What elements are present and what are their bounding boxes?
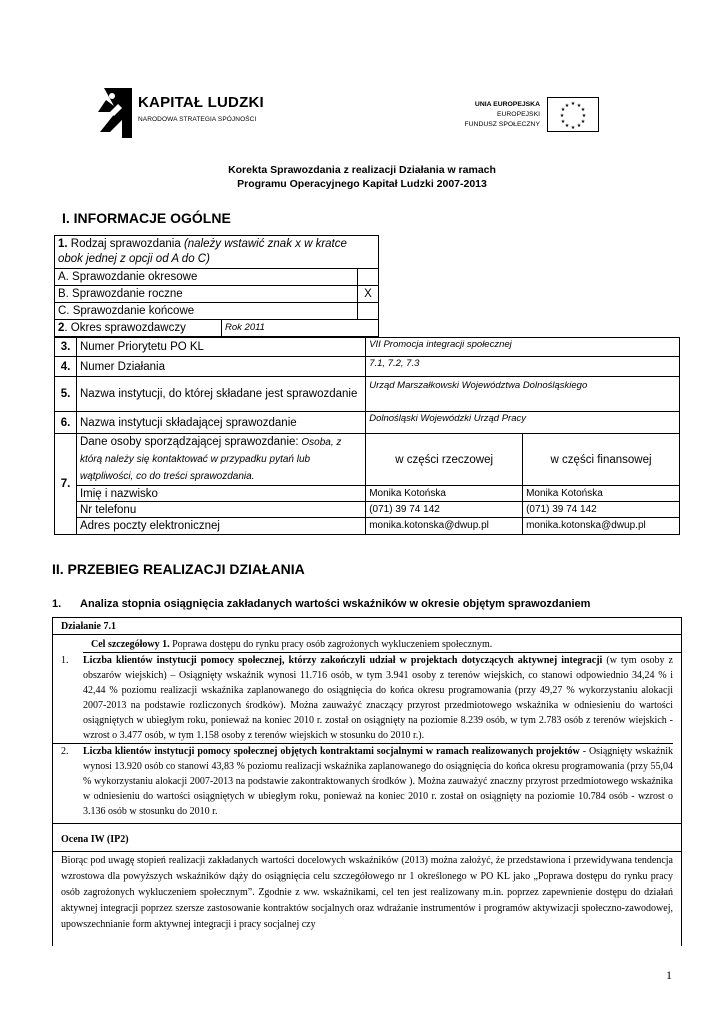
svg-text:★: ★ (576, 123, 582, 129)
measure-label: Numer Działania (76, 357, 365, 377)
name-value-financial: Monika Kotońska (523, 486, 680, 502)
option-b-label: B. Sprawozdanie roczne (55, 286, 358, 303)
general-info-table (54, 337, 680, 535)
option-c-label: C. Sprawozdanie końcowe (55, 303, 358, 320)
priority-value: VII Promocja integracji społecznej (366, 338, 680, 357)
eu-flag-icon (547, 97, 599, 132)
substantive-part-header: w części rzeczowej (366, 434, 523, 486)
phone-label: Nr telefonu (76, 502, 365, 518)
svg-text:★: ★ (560, 119, 566, 125)
svg-text:★: ★ (581, 113, 587, 119)
report-type-table (54, 235, 379, 337)
option-c-checkbox[interactable] (358, 303, 379, 320)
svg-text:★: ★ (570, 101, 576, 107)
svg-text:★: ★ (559, 113, 565, 119)
email-value-financial[interactable]: monika.kotonska@dwup.pl (523, 518, 680, 535)
phone-value-financial: (071) 39 74 142 (523, 502, 680, 518)
svg-text:★: ★ (580, 107, 586, 113)
document-title: Korekta Sprawozdania z realizacji Działania w ramach Programu Operacyjnego Kapitał Ludzki 2007-2013 (228, 164, 496, 190)
page-number: 1 (666, 968, 672, 982)
list-item: 2. Liczba klientów instytucji pomocy społecznej objętych kontraktami socjalnymi w ramach realizowanych projektów - Osiągnięty wskaźnik wynosi 13.920 osób co stanowi 43,83 % poziomu realizacji wskaźnika zaplanowanego do osiągnięcia do końca okresu programowania (przy 55,04 % wykorzystaniu alokacji 2007-2013 na podstawie zakontraktowanych środków ). Można zauważyć znaczny przyrost przedmiotowego wskaźnika w odniesieniu do wartości osiągniętych w ubiegłym roku, ponieważ na koniec 2010 r. został on osiągnięty na poziomie 10.784 osób - wzrost o 3.136 osób w stosunku do 2010 r. (53, 743, 673, 819)
option-b-checkbox[interactable]: X (358, 286, 379, 303)
section-heading-1: I. INFORMACJE OGÓLNE (62, 210, 231, 226)
assessment-heading: Ocena IW (IP2) (61, 834, 129, 845)
period-label: 2. Okres sprawozdawczy (55, 320, 222, 337)
svg-text:★: ★ (580, 119, 586, 125)
report-type-question: 1. Rodzaj sprawozdania (należy wstawić znak x w kratce obok jednej z opcji od A do C) (55, 236, 379, 269)
row-number: 5. (55, 377, 77, 412)
submitting-institution-label: Nazwa instytucji składającej sprawozdanie (76, 412, 365, 434)
svg-text:★: ★ (576, 103, 582, 109)
phone-value-substantive: (071) 39 74 142 (366, 502, 523, 518)
period-value: Rok 2011 (222, 320, 379, 337)
section-heading-2: II. PRZEBIEG REALIZACJI DZIAŁANIA (52, 561, 305, 577)
recipient-institution-label: Nazwa instytucji, do której składane jest sprawozdanie (76, 377, 365, 412)
email-label: Adres poczty elektronicznej (76, 518, 365, 535)
analysis-box (52, 617, 682, 946)
submitting-institution-value: Dolnośląski Wojewódzki Urząd Pracy (366, 412, 680, 434)
contact-person-label: Dane osoby sporządzającej sprawozdanie: Osoba, z którą należy się kontaktować w przypadku pytań lub wątpliwości, co do treści sprawozdania. (76, 434, 365, 486)
row-number: 7. (55, 434, 77, 535)
row-number: 4. (55, 357, 77, 377)
subsection-heading: 1. Analiza stopnia osiągnięcia zakładanych wartości wskaźników w okresie objętym sprawozdaniem (52, 598, 591, 610)
priority-label: Numer Priorytetu PO KL (76, 338, 365, 357)
assessment-text: Biorąc pod uwagę stopień realizacji zakładanych wartości docelowych wskaźników (2013) można założyć, że przedstawiona i przewidywana tendencja wzrostowa dla powyższych wskaźników dąży do osiągnięcia celu szczegółowego nr 1 określonego w PO KL jako „Poprawa dostępu do rynku pracy osób zagrożonych wykluczeniem społecznym”. Zgodnie z ww. wskaźnikami, cel ten jest realizowany m.in. poprzez zapewnienie dostępu do działań aktywnej integracji poprzez szersze zastosowanie kontraktów socjalnych oraz wdrażanie instrumentów i programów aktywizacji społeczno-zawodowej, upowszechnianie form aktywnej integracji i pracy socjalnej czy (61, 855, 673, 930)
recipient-institution-value: Urząd Marszałkowski Województwa Dolnośląskiego (366, 377, 680, 412)
indicator-list (53, 653, 681, 819)
email-value-substantive[interactable]: monika.kotonska@dwup.pl (366, 518, 523, 535)
list-item: 1. Liczba klientów instytucji pomocy społecznej, którzy zakończyli udział w projektach dotyczących aktywnej integracji (w tym osoby z obszarów wiejskich) – Osiągnięty wskaźnik wynosi 11.716 osób, w tym 3.941 osoby z terenów wiejskich, co stanowi odpowiednio 34,24 % i 42,44 % poziomu realizacji wskaźnika zaplanowanego do osiągnięcia do końca okresu programowania (przy 49,27 % wykorzystaniu alokacji 2007-2013 na podstawie rozliczonych środków). Można zauważyć znaczący przyrost przedmiotowego wskaźnika w odniesieniu do wartości osiągniętych w ubiegłym roku, ponieważ na koniec 2010 r. został on osiągnięty na poziomie 8.239 osób, w tym 2.783 osób z terenów wiejskich - wzrost o 3.477 osób, w tym 1.158 osoby z terenów wiejskich w stosunku do 2010 r.). (61, 655, 673, 741)
measure-heading: Działanie 7.1 (61, 621, 116, 632)
measure-value: 7.1, 7.2, 7.3 (366, 357, 680, 377)
eu-logo-text: UNIA EUROPEJSKA EUROPEJSKI FUNDUSZ SPOŁECZNY (464, 101, 540, 128)
svg-text:★: ★ (570, 125, 576, 131)
svg-text:★: ★ (564, 123, 570, 129)
name-value-substantive: Monika Kotońska (366, 486, 523, 502)
specific-objective: Cel szczegółowy 1. Poprawa dostępu do rynku pracy osób zagrożonych wykluczeniem społecznym. (91, 639, 493, 650)
financial-part-header: w części finansowej (523, 434, 680, 486)
kl-logo-subtitle: NARODOWA STRATEGIA SPÓJNOŚCI (138, 116, 257, 123)
row-number: 3. (55, 338, 77, 357)
option-a-checkbox[interactable] (358, 269, 379, 286)
svg-text:★: ★ (564, 103, 570, 109)
name-label: Imię i nazwisko (76, 486, 365, 502)
option-a-label: A. Sprawozdanie okresowe (55, 269, 358, 286)
kl-logo-name: KAPITAŁ LUDZKI (138, 94, 264, 111)
svg-text:★: ★ (560, 107, 566, 113)
row-number: 6. (55, 412, 77, 434)
